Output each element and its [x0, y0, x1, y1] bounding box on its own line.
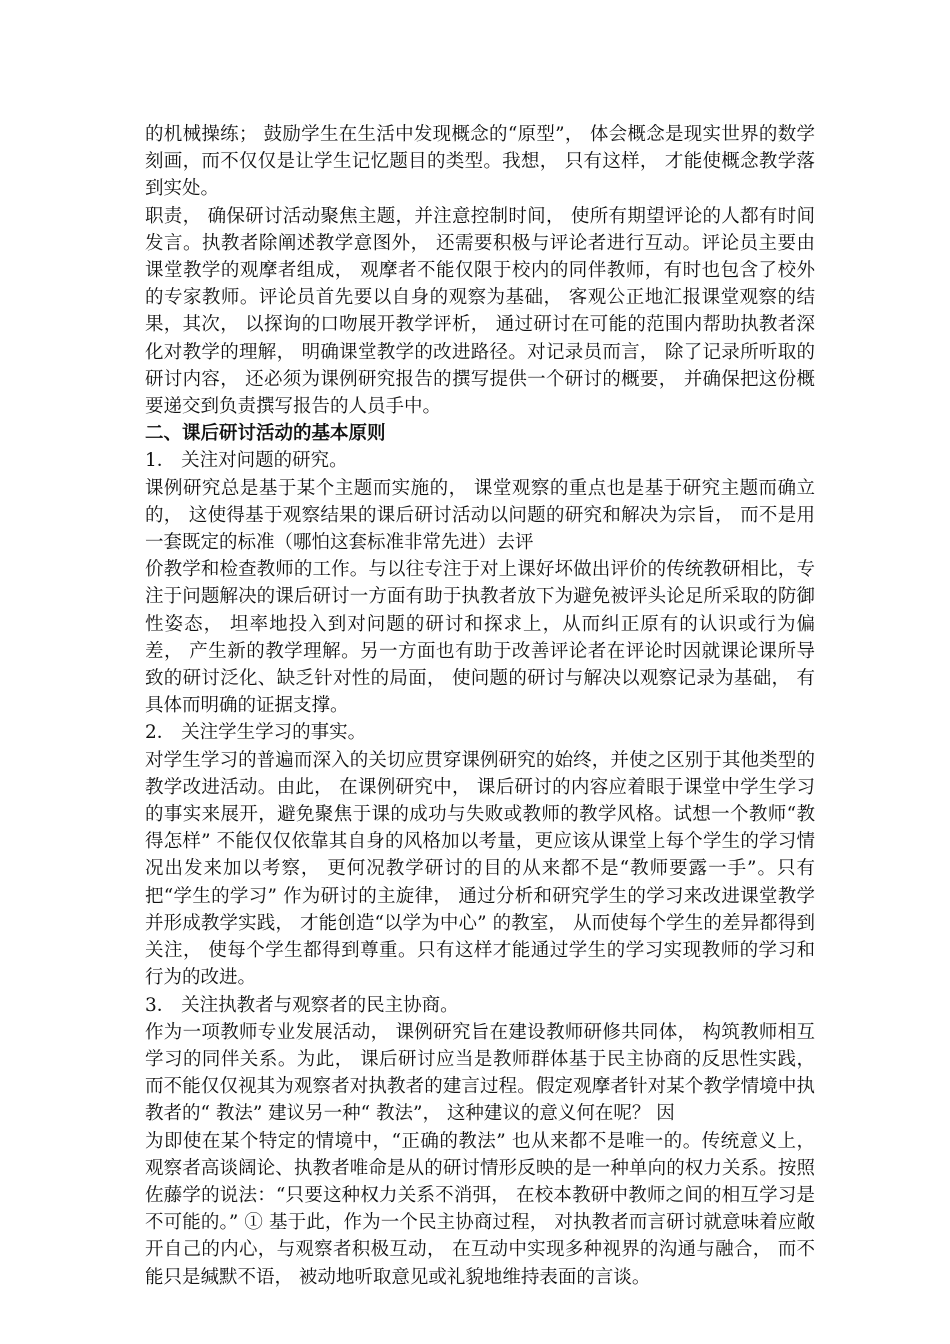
paragraph-roles: 职责， 确保研讨活动聚焦主题，并注意控制时间， 使所有期望评论的人都有时间发言。执教者除阐述教学意图外， 还需要积极与评论者进行互动。评论员主要由课堂教学的观摩者组成， 观摩者不能仅限于校内的同伴教师，有时也包含了校外的专家教师。评论员首先要以自身的观察为基础， 客观公正地汇报课堂观察的结果，其次， 以探询的口吻展开教学评析， 通过研讨在可能的范围内帮助执教者深化对教学的理解， 明确课堂教学的改进路径。对记录员而言， 除了记录所听取的研讨内容， 还必须为课例研究报告的撰写提供一个研讨的概要， 并确保把这份概要递交到负责撰写报告的人员手中。	[145, 205, 815, 418]
paragraph-principle-3-a: 作为一项教师专业发展活动， 课例研究旨在建设教师研修共同体， 构筑教师相互学习的同伴关系。为此， 课后研讨应当是教师群体基于民主协商的反思性实践， 而不能仅仅视其为观察者对执教者的建言过程。假定观摩者针对某个教学情境中执教者的“ 教法” 建议另一种“ 教法”， 这种建议的意义何在呢？ 因	[145, 1021, 815, 1125]
principle-1-title: 1． 关注对问题的研究。	[145, 450, 348, 472]
document-body	[145, 121, 815, 1291]
principle-3-title: 3． 关注执教者与观察者的民主协商。	[145, 994, 459, 1016]
principle-2-title: 2． 关注学生学习的事实。	[145, 722, 367, 744]
section-heading: 二、课后研讨活动的基本原则	[145, 423, 386, 445]
paragraph-principle-1-a: 课例研究总是基于某个主题而实施的， 课堂观察的重点也是基于研究主题而确立的， 这使得基于观察结果的课后研讨活动以问题的研究和解决为宗旨， 而不是用一套既定的标准（哪怕这套标准非常先进）去评	[145, 477, 815, 554]
paragraph-principle-2: 对学生学习的普遍而深入的关切应贯穿课例研究的始终，并使之区别于其他类型的教学改进活动。由此， 在课例研究中， 课后研讨的内容应着眼于课堂中学生学习的事实来展开，避免聚焦于课的成功与失败或教师的教学风格。试想一个教师“教得怎样” 不能仅仅依靠其自身的风格加以考量，更应该从课堂上每个学生的学习情况出发来加以考察， 更何况教学研讨的目的从来都不是“教师要露一手”。只有把“学生的学习” 作为研讨的主旋律， 通过分析和研究学生的学习来改进课堂教学并形成教学实践， 才能创造“以学为中心” 的教室， 从而使每个学生的差异都得到关注， 使每个学生都得到尊重。只有这样才能通过学生的学习实现教师的学习和行为的改进。	[145, 749, 815, 989]
paragraph-concept-teaching: 的机械操练； 鼓励学生在生活中发现概念的“原型”， 体会概念是现实世界的数学刻画，而不仅仅是让学生记忆题目的类型。我想， 只有这样， 才能使概念教学落到实处。	[145, 124, 815, 200]
paragraph-principle-1-b: 价教学和检查教师的工作。与以往专注于对上课好坏做出评价的传统教研相比，专注于问题解决的课后研讨一方面有助于执教者放下为避免被评头论足所采取的防御性姿态， 坦率地投入到对问题的研讨和探求上，从而纠正原有的认识或行为偏差， 产生新的教学理解。另一方面也有助于改善评论者在评论时因就课论课所导致的研讨泛化、缺乏针对性的局面， 使问题的研讨与解决以观察记录为基础， 有具体而明确的证据支撑。	[145, 559, 815, 717]
paragraph-principle-3-b: 为即使在某个特定的情境中，“正确的教法” 也从来都不是唯一的。传统意义上， 观察者高谈阔论、执教者唯命是从的研讨情形反映的是一种单向的权力关系。按照佐藤学的说法：“只要这种权力关系不消弭， 在校本教研中教师之间的相互学习是不可能的。” ① 基于此，作为一个民主协商过程， 对执教者而言研讨就意味着应敞开自己的内心，与观察者积极互动， 在互动中实现多种视界的沟通与融合， 而不能只是缄默不语， 被动地听取意见或礼貌地维持表面的言谈。	[145, 1130, 815, 1288]
